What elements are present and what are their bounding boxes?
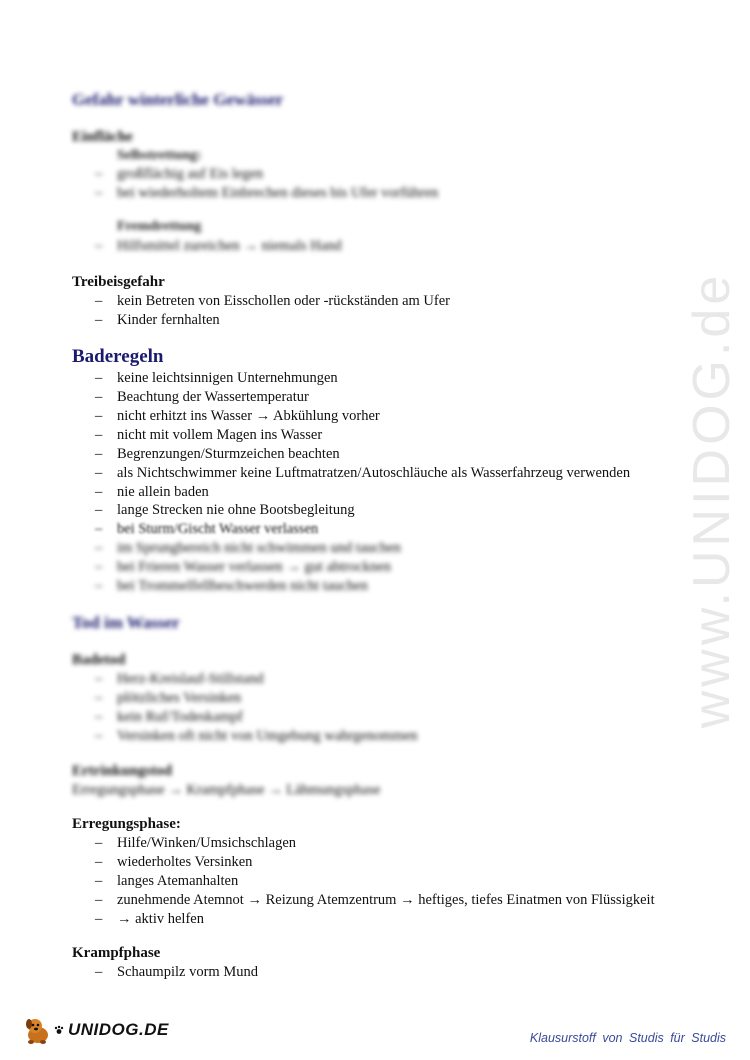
list-item: – keine leichtsinnigen Unternehmungen — [95, 370, 338, 386]
list-item: – bei wiederholtem Einbrechen dieses bis Ufer vorführen — [95, 185, 439, 201]
footer-tagline: Klausurstoff von Studis für Studis — [529, 1031, 726, 1045]
subtitle-treibeisgefahr: Treibeisgefahr — [72, 274, 165, 290]
list-item: – langes Atemanhalten — [95, 873, 239, 889]
list-item: – kein Ruf/Todeskampf — [95, 709, 243, 725]
list-item: – → aktiv helfen — [95, 911, 204, 927]
list-item: – Beachtung der Wassertemperatur — [95, 389, 309, 405]
section-title-winter: Gefahr winterliche Gewässer — [72, 90, 284, 109]
section-title-baderegeln: Baderegeln — [72, 346, 164, 367]
list-item: – bei Trommelfellbeschwerden nicht tauchen — [95, 578, 368, 594]
logo-text: UNIDOG.DE — [68, 1020, 169, 1039]
list-item: – Schaumpilz vorm Mund — [95, 964, 258, 980]
list-item: – wiederholtes Versinken — [95, 854, 253, 870]
subtitle-krampfphase: Krampfphase — [72, 945, 161, 961]
section-title-tod-im-wasser: Tod im Wasser — [72, 613, 180, 632]
list-item: – kein Betreten von Eisschollen oder -rückständen am Ufer — [95, 293, 450, 309]
label-selbstrettung: Selbstrettung: — [117, 148, 202, 163]
paw-icon — [54, 1025, 64, 1035]
list-item: – bei Frieren Wasser verlassen → gut abtrocknen — [95, 559, 391, 575]
list-item: – Begrenzungen/Sturmzeichen beachten — [95, 446, 340, 462]
list-item: – lange Strecken nie ohne Bootsbegleitung — [95, 502, 355, 518]
list-item: – Herz-Kreislauf-Stillstand — [95, 671, 264, 687]
unidog-logo — [22, 1015, 169, 1045]
list-item: – als Nichtschwimmer keine Luftmatratzen/Autoschläuche als Wasserfahrzeug verwenden — [95, 465, 631, 481]
list-item: – Kinder fernhalten — [95, 312, 220, 328]
list-item: – zunehmende Atemnot → Reizung Atemzentrum → heftiges, tiefes Einatmen von Flüssigkeit — [95, 892, 655, 908]
list-item: – nie allein baden — [95, 484, 209, 500]
subtitle-ertrinkungstod: Ertrinkungstod — [72, 763, 173, 779]
list-item: – plötzliches Versinken — [95, 690, 242, 706]
list-item: – im Sprungbereich nicht schwimmen und tauchen — [95, 540, 401, 556]
subtitle-einflaeche: Einfläche — [72, 129, 133, 145]
list-item: – Hilfsmittel zureichen → niemals Hand — [95, 238, 342, 254]
list-item: – nicht mit vollem Magen ins Wasser — [95, 427, 323, 443]
list-item: – Versinken oft nicht von Umgebung wahrgenommen — [95, 728, 418, 744]
list-item: – großflächig auf Eis legen — [95, 166, 264, 182]
label-fremdrettung: Fremdrettung — [117, 219, 202, 234]
dog-icon — [22, 1015, 52, 1045]
list-item: – nicht erhitzt ins Wasser → Abkühlung vorher — [95, 408, 380, 424]
subtitle-erregungsphase: Erregungsphase: — [72, 816, 181, 832]
list-item: – bei Sturm/Gischt Wasser verlassen — [95, 521, 319, 537]
phase-sequence: Erregungsphase → Krampfphase → Lähmungsphase — [72, 782, 381, 798]
watermark: www.UNIDOG.de — [683, 271, 741, 729]
subtitle-badetod: Badetod — [72, 652, 126, 668]
list-item: – Hilfe/Winken/Umsichschlagen — [95, 835, 297, 851]
